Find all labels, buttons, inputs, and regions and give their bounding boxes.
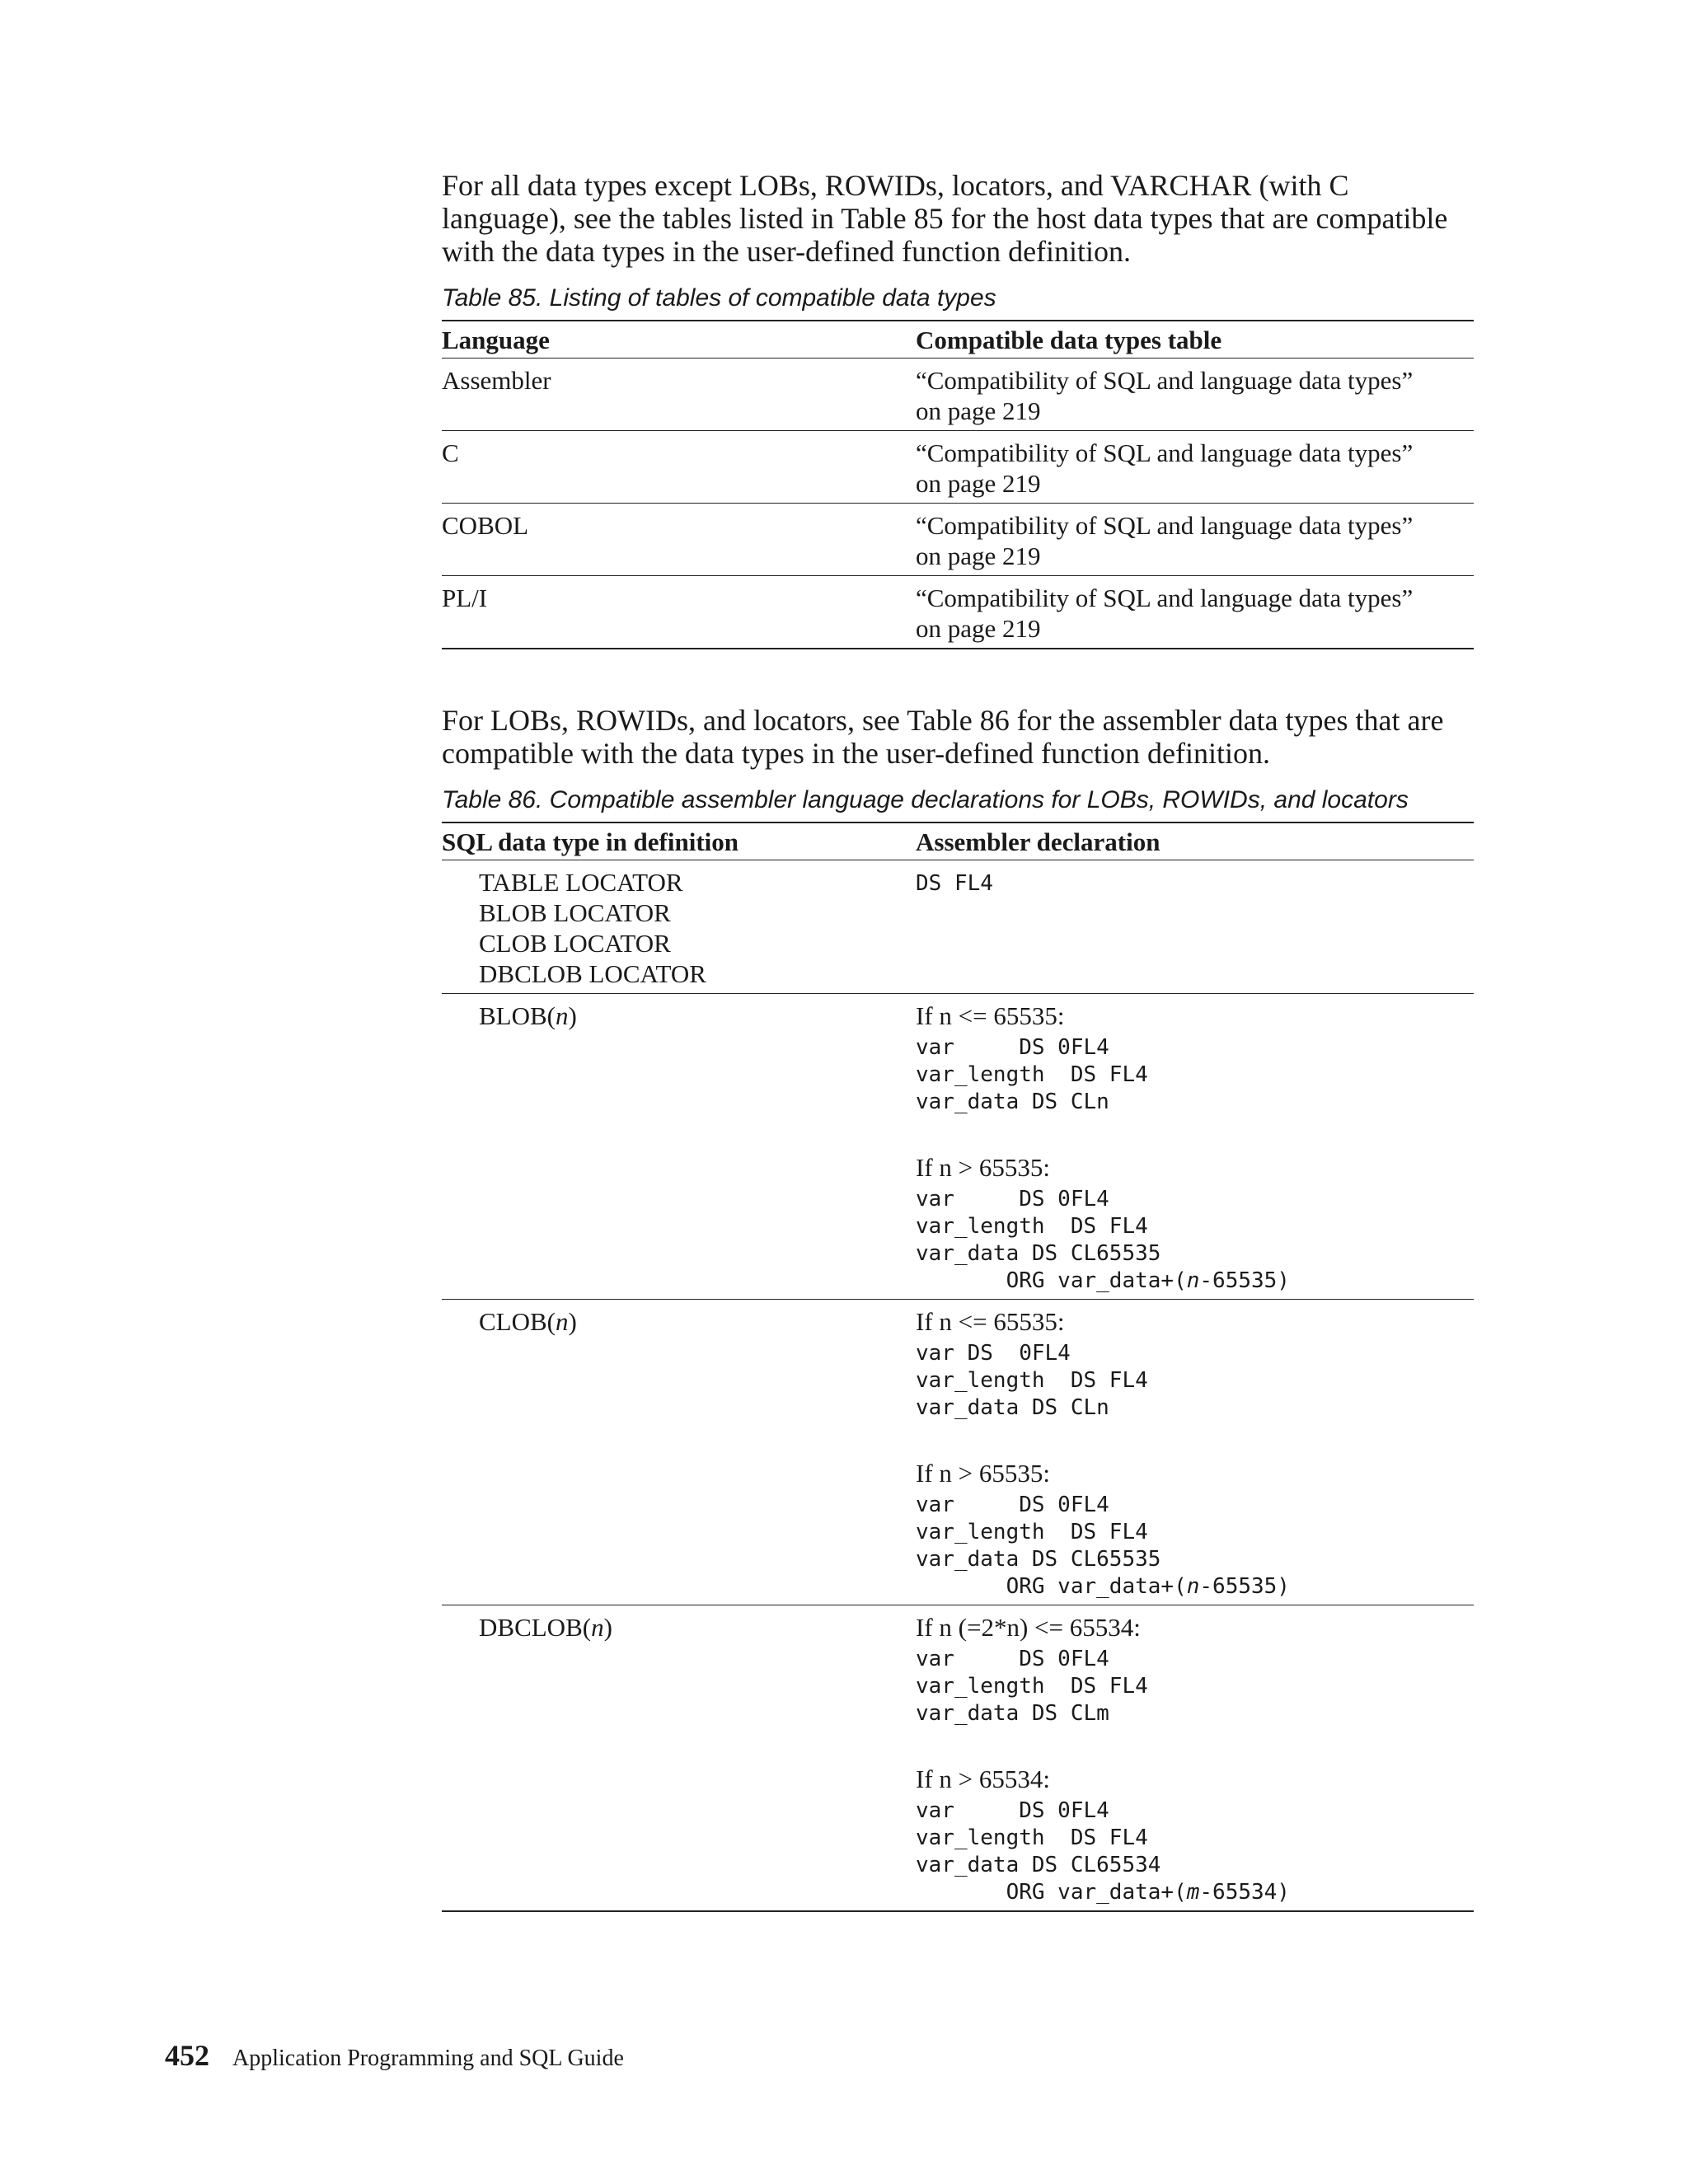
declaration-cell [916,994,1474,1300]
condition-small: If n <= 65535: [916,1307,1065,1336]
book-title: Application Programming and SQL Guide [232,2046,624,2071]
language-cell: C [442,431,916,504]
table-row [442,359,1474,431]
sql-type-dbclob: DBCLOB(n) [479,1613,612,1642]
cross-reference-link[interactable]: “Compatibility of SQL and language data types” [916,366,1414,395]
condition-large: If n > 65535: [916,1153,1050,1182]
cross-reference-link[interactable]: “Compatibility of SQL and language data types” [916,438,1414,467]
reference-cell [916,504,1474,576]
condition-large: If n > 65535: [916,1459,1050,1488]
locator-declaration: DS FL4 [916,871,993,896]
sql-type-table-locator: TABLE LOCATOR [479,868,683,897]
sql-type-dbclob-locator: DBCLOB LOCATOR [479,959,706,988]
table-row-locators [442,860,1474,994]
table-row-blob [442,994,1474,1300]
condition-large: If n > 65534: [916,1765,1050,1793]
cross-reference-link[interactable]: “Compatibility of SQL and language data types” [916,511,1414,540]
code-block-small: var DS 0FL4 var_length DS FL4 var_data DS CLn [916,1035,1148,1114]
table-header-row [442,321,1474,359]
sql-type-blob-locator: BLOB LOCATOR [479,898,671,927]
table-row [442,576,1474,649]
code-block-small: var DS 0FL4 var_length DS FL4 var_data DS CLm [916,1647,1148,1726]
code-block-large: var DS 0FL4 var_length DS FL4 var_data DS CL65535 ORG var_data+(n-65535) [916,1187,1290,1293]
declaration-cell [916,1300,1474,1605]
second-paragraph: For LOBs, ROWIDs, and locators, see Table 86 for the assembler data types that are compatible with the data types in the user-defined function definition. [442,704,1444,770]
declaration-cell [916,1605,1474,1912]
table-row-dbclob [442,1605,1474,1912]
page-reference[interactable]: on page 219 [916,614,1041,643]
table-header-row [442,823,1474,860]
sql-type-cell [442,1605,916,1912]
table-85 [442,320,1474,649]
code-block-large: var DS 0FL4 var_length DS FL4 var_data DS CL65535 ORG var_data+(n-65535) [916,1493,1290,1599]
page-number: 452 [165,2039,209,2072]
page-content [442,169,1474,1912]
table-row [442,504,1474,576]
table-86-caption: Table 86. Compatible assembler language declarations for LOBs, ROWIDs, and locators [442,786,1409,813]
code-block-small: var DS 0FL4 var_length DS FL4 var_data DS CLn [916,1341,1148,1420]
language-cell: COBOL [442,504,916,576]
condition-small: If n (=2*n) <= 65534: [916,1613,1141,1642]
sql-type-clob-locator: CLOB LOCATOR [479,929,671,958]
column-header-compatible-table: Compatible data types table [916,321,1474,359]
column-header-sql-type: SQL data type in definition [442,823,916,860]
reference-cell [916,359,1474,431]
table-85-caption: Table 85. Listing of tables of compatible data types [442,284,996,312]
sql-type-cell [442,1300,916,1605]
sql-type-cell [442,860,916,994]
page-reference[interactable]: on page 219 [916,541,1041,570]
intro-paragraph: For all data types except LOBs, ROWIDs, locators, and VARCHAR (with C language), see the tables listed in Table 85 for the host data types that are compatible with the data types in the user-defined function definition. [442,169,1448,268]
reference-cell [916,576,1474,649]
code-block-large: var DS 0FL4 var_length DS FL4 var_data DS CL65534 ORG var_data+(m-65534) [916,1798,1290,1905]
page-footer [165,2041,624,2074]
table-row [442,431,1474,504]
table-86 [442,822,1474,1912]
declaration-cell [916,860,1474,994]
sql-type-blob: BLOB(n) [479,1001,577,1030]
table-row-clob [442,1300,1474,1605]
page-reference[interactable]: on page 219 [916,469,1041,498]
cross-reference-link[interactable]: “Compatibility of SQL and language data types” [916,583,1414,612]
sql-type-clob: CLOB(n) [479,1307,577,1336]
page-reference[interactable]: on page 219 [916,396,1041,425]
column-header-language: Language [442,321,916,359]
column-header-assembler-declaration: Assembler declaration [916,823,1474,860]
language-cell: PL/I [442,576,916,649]
reference-cell [916,431,1474,504]
sql-type-cell [442,994,916,1300]
language-cell: Assembler [442,359,916,431]
condition-small: If n <= 65535: [916,1001,1065,1030]
